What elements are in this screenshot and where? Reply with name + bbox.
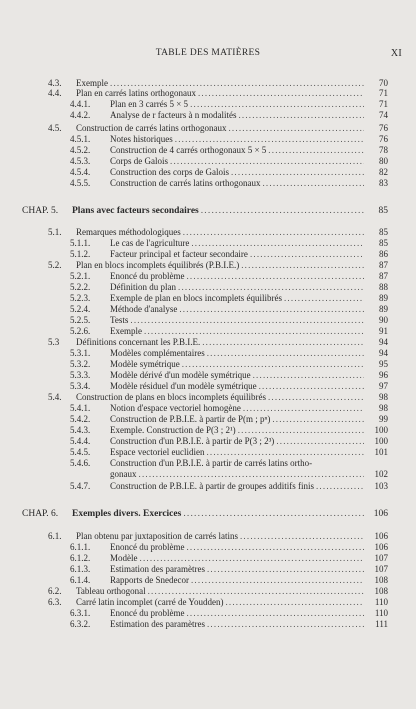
- dot-leader: [148, 586, 364, 596]
- toc-entry[interactable]: [0, 178, 416, 188]
- toc-entry-number: 5.2.5.: [70, 315, 91, 325]
- toc-entry-title: Enoncé du problème: [110, 271, 185, 281]
- toc-entry-page: 70: [379, 78, 388, 88]
- toc-entry[interactable]: [0, 403, 416, 413]
- toc-entry[interactable]: [0, 134, 416, 144]
- toc-entry[interactable]: [0, 227, 416, 237]
- header-title: TABLE DES MATIÈRES: [155, 48, 261, 58]
- dot-leader: [183, 227, 364, 237]
- dot-leader: [140, 553, 365, 563]
- dot-leader: [207, 564, 364, 574]
- dot-leader: [178, 282, 364, 292]
- toc-entry[interactable]: [0, 597, 416, 607]
- toc-entry-title: Notion d'espace vectoriel homogène: [110, 403, 241, 413]
- toc-entry[interactable]: [0, 436, 416, 446]
- toc-entry-number: 5.1.1.: [70, 238, 91, 248]
- toc-entry-number: 5.4.1.: [70, 403, 91, 413]
- toc-entry-number: 4.5.5.: [70, 178, 91, 188]
- toc-entry[interactable]: [0, 315, 416, 325]
- toc-entry-number: 5.1.2.: [70, 249, 91, 259]
- toc-entry-page: 101: [374, 447, 388, 457]
- toc-entry[interactable]: [0, 575, 416, 585]
- dot-leader: [198, 88, 364, 98]
- toc-entry-number: 4.4.: [48, 88, 62, 98]
- toc-entry-number: 4.3.: [48, 78, 62, 88]
- toc-entry-page: 76: [379, 123, 388, 133]
- toc-entry[interactable]: [0, 481, 416, 491]
- dot-leader: [250, 249, 364, 259]
- toc-entry[interactable]: [0, 78, 416, 88]
- toc-entry[interactable]: [0, 608, 416, 618]
- toc-entry[interactable]: [0, 110, 416, 120]
- dot-leader: [238, 425, 364, 435]
- toc-entry-number: 5.2.2.: [70, 282, 91, 292]
- dot-leader: [110, 78, 364, 88]
- toc-entry-title: Construction des corps de Galois: [110, 167, 229, 177]
- toc-entry-title: Carré latin incomplet (carré de Youdden): [76, 597, 224, 607]
- toc-entry-number: 5.4.7.: [70, 481, 91, 491]
- toc-entry-title: Notes historiques: [110, 134, 173, 144]
- toc-entry[interactable]: [0, 458, 416, 468]
- toc-entry[interactable]: [0, 542, 416, 552]
- toc-entry-page: 94: [379, 337, 388, 347]
- toc-entry[interactable]: [0, 282, 416, 292]
- dot-leader: [144, 326, 364, 336]
- toc-entry[interactable]: [0, 156, 416, 166]
- dot-leader: [240, 531, 364, 541]
- toc-entry-number: 6.1.4.: [70, 575, 91, 585]
- dot-leader: [139, 469, 365, 479]
- toc-entry-page: 110: [374, 597, 388, 607]
- toc-entry[interactable]: [0, 304, 416, 314]
- toc-entry-title: Exemple. Construction de P(3 ; 2¹): [110, 425, 236, 435]
- toc-entry-number: CHAP. 6.: [22, 509, 59, 519]
- toc-entry-page: 80: [379, 156, 388, 166]
- toc-entry-title: Le cas de l'agriculture: [110, 238, 190, 248]
- toc-entry-number: 6.1.1.: [70, 542, 91, 552]
- toc-entry-number: 4.5.4.: [70, 167, 91, 177]
- toc-entry-number: 6.1.2.: [70, 553, 91, 563]
- toc-entry-title: Corps de Galois: [110, 156, 168, 166]
- toc-entry-number: 5.4.: [48, 392, 62, 402]
- toc-entry[interactable]: [0, 99, 416, 109]
- toc-entry-number: 5.3.1.: [70, 348, 91, 358]
- running-header: [0, 48, 416, 62]
- toc-entry-page: 86: [379, 249, 388, 259]
- dot-leader: [259, 381, 364, 391]
- toc-entry-title: Remarques méthodologiques: [76, 227, 181, 237]
- toc-entry-page: 91: [379, 326, 388, 336]
- dot-leader: [231, 167, 364, 177]
- toc-entry-page: 97: [379, 381, 388, 391]
- toc-entry-title: Modèle résiduel d'un modèle symétrique: [110, 381, 257, 391]
- dot-leader: [175, 134, 364, 144]
- toc-entry-title: Définition du plan: [110, 282, 176, 292]
- toc-entry-number: CHAP. 5.: [22, 206, 59, 216]
- toc-entry-number: 5.2.3.: [70, 293, 91, 303]
- toc-entry[interactable]: [0, 447, 416, 457]
- toc-entry-title: Enoncé du problème: [110, 542, 185, 552]
- toc-entry-title: Construction d'un P.B.I.E. à partir de carrés latins ortho-: [110, 458, 313, 468]
- toc-entry-number: 5.4.3.: [70, 425, 91, 435]
- toc-entry[interactable]: [0, 392, 416, 402]
- toc-entry-title: Modèle symétrique: [110, 359, 180, 369]
- toc-entry-title: Construction de 4 carrés orthogonaux 5 × 5: [110, 145, 267, 155]
- toc-entry[interactable]: [0, 359, 416, 369]
- toc-entry-page: 106: [374, 531, 388, 541]
- toc-entry-title: Définitions concernant les P.B.I.E.: [76, 337, 201, 347]
- toc-entry-page: 85: [378, 206, 388, 216]
- toc-entry-title: Modèle dérivé d'un modèle symétrique: [110, 370, 251, 380]
- toc-entry-number: 5.4.2.: [70, 414, 91, 424]
- toc-entry[interactable]: [0, 348, 416, 358]
- dot-leader: [179, 304, 364, 314]
- toc-entry[interactable]: [0, 167, 416, 177]
- toc-entry-page: 100: [374, 425, 388, 435]
- toc-entry-number: 6.3.: [48, 597, 62, 607]
- toc-entry-title: Construction de carrés latins orthogonaux: [76, 123, 227, 133]
- toc-entry-number: 6.2.: [48, 586, 62, 596]
- toc-entry-number: 4.5.2.: [70, 145, 91, 155]
- toc-entry-page: 85: [379, 227, 388, 237]
- toc-entry-number: 4.5.: [48, 123, 62, 133]
- toc-entry-title: Plan en 3 carrés 5 × 5: [110, 99, 189, 109]
- toc-entry-title: Tests: [110, 315, 129, 325]
- dot-leader: [183, 508, 364, 520]
- dot-leader: [268, 392, 364, 402]
- toc-entry-title: Modèle: [110, 553, 138, 563]
- toc-entry[interactable]: [0, 564, 416, 574]
- dot-leader: [186, 542, 364, 552]
- toc-entry-number: 5.1.: [48, 227, 62, 237]
- toc-entry-number: 4.4.1.: [70, 99, 91, 109]
- dot-leader: [225, 597, 364, 607]
- toc-entry[interactable]: [0, 619, 416, 629]
- toc-entry[interactable]: [0, 238, 416, 248]
- toc-entry-title: Exemple: [76, 78, 108, 88]
- toc-entry-number: 5.3: [48, 337, 60, 347]
- toc-entry-page: 110: [374, 608, 388, 618]
- toc-entry-title: gonaux: [110, 469, 137, 479]
- toc-entry-title: Plan en blocs incomplets équilibrés (P.B.I.E.): [76, 260, 240, 270]
- toc-entry-number: 5.4.5.: [70, 447, 91, 457]
- dot-leader: [191, 238, 364, 248]
- header-page-number: XI: [390, 48, 402, 59]
- toc-entry-page: 108: [374, 586, 388, 596]
- toc-entry[interactable]: [0, 271, 416, 281]
- toc-entry-number: 5.3.4.: [70, 381, 91, 391]
- toc-entry-title: Construction de carrés latins orthogonaux: [110, 178, 261, 188]
- dot-leader: [272, 414, 364, 424]
- toc-entry[interactable]: [0, 414, 416, 424]
- toc-entry-number: 5.2.1.: [70, 271, 91, 281]
- toc-entry-page: 106: [374, 542, 388, 552]
- toc-entry-page: 102: [374, 469, 388, 479]
- toc-entry[interactable]: [0, 293, 416, 303]
- toc-entry-page: 83: [379, 178, 388, 188]
- toc-entry-number: 5.2.: [48, 260, 62, 270]
- toc-entry-number: 5.3.2.: [70, 359, 91, 369]
- toc-entry-page: 88: [379, 282, 388, 292]
- toc-entry-title: Exemple de plan en blocs incomplets équilibrés: [110, 293, 282, 303]
- toc-entry-page: 89: [379, 293, 388, 303]
- toc-entry-title: Estimation des paramètres: [110, 564, 205, 574]
- toc-entry-title: Construction de plans en blocs incomplets équilibrés: [76, 392, 266, 402]
- dot-leader: [284, 293, 364, 303]
- toc-entry[interactable]: [0, 337, 416, 347]
- toc-entry-number: 5.2.6.: [70, 326, 91, 336]
- toc-entry-page: 98: [379, 392, 388, 402]
- toc-entry-title: Construction de P.B.I.E. à partir de P(m ; pⁿ): [110, 414, 271, 424]
- toc-entry-page: 100: [374, 436, 388, 446]
- dot-leader: [201, 205, 364, 217]
- dot-leader: [186, 271, 364, 281]
- toc-entry[interactable]: [0, 425, 416, 435]
- toc-entry-page: 95: [379, 359, 388, 369]
- dot-leader: [202, 337, 364, 347]
- dot-leader: [191, 575, 364, 585]
- toc-entry-page: 87: [379, 260, 388, 270]
- toc-entry-page: 78: [379, 145, 388, 155]
- toc-entry-number: 5.2.4.: [70, 304, 91, 314]
- toc-entry-title: Méthode d'analyse: [110, 304, 178, 314]
- toc-entry[interactable]: [0, 145, 416, 155]
- toc-entry-page: 76: [379, 134, 388, 144]
- toc-entry-title: Exemple: [110, 326, 142, 336]
- toc-entry-title: Plan obtenu par juxtaposition de carrés latins: [76, 531, 238, 541]
- toc-entry-page: 96: [379, 370, 388, 380]
- toc-entry-page: 94: [379, 348, 388, 358]
- toc-entry-page: 90: [379, 315, 388, 325]
- toc-entry-page: 107: [374, 553, 388, 563]
- toc-entry[interactable]: [0, 370, 416, 380]
- toc-entry[interactable]: [0, 469, 416, 479]
- toc-entry-title: Analyse de r facteurs à n modalités: [110, 110, 237, 120]
- dot-leader: [190, 99, 364, 109]
- toc-entry-page: 111: [375, 619, 388, 629]
- dot-leader: [253, 370, 364, 380]
- toc-entry-page: 71: [379, 99, 388, 109]
- toc-entry[interactable]: [0, 553, 416, 563]
- toc-entry[interactable]: [0, 260, 416, 270]
- toc-entry-page: 74: [379, 110, 388, 120]
- toc-entry[interactable]: [0, 123, 416, 133]
- dot-leader: [207, 348, 364, 358]
- dot-leader: [206, 447, 364, 457]
- toc-entry-page: 71: [379, 88, 388, 98]
- toc-chapter[interactable]: [0, 205, 416, 217]
- dot-leader: [316, 481, 364, 491]
- toc-entry-number: 5.3.3.: [70, 370, 91, 380]
- dot-leader: [170, 156, 364, 166]
- toc-entry-number: 6.3.2.: [70, 619, 91, 629]
- toc-entry-title: Enoncé du problème: [110, 608, 185, 618]
- dot-leader: [228, 123, 364, 133]
- toc-entry[interactable]: [0, 88, 416, 98]
- dot-leader: [238, 110, 364, 120]
- toc-entry-page: 98: [379, 403, 388, 413]
- dot-leader: [262, 178, 364, 188]
- toc-entry-number: 6.1.: [48, 531, 62, 541]
- dot-leader: [241, 260, 364, 270]
- toc-entry-title: Tableau orthogonal: [76, 586, 146, 596]
- toc-entry-page: 106: [373, 509, 388, 519]
- toc-entry-title: Construction d'un P.B.I.E. à partir de P(3 ; 2³): [110, 436, 275, 446]
- toc-entry-title: Espace vectoriel euclidien: [110, 447, 205, 457]
- dot-leader: [182, 359, 364, 369]
- toc-entry-number: 4.4.2.: [70, 110, 91, 120]
- toc-entry-page: 103: [374, 481, 388, 491]
- toc-entry[interactable]: [0, 249, 416, 259]
- toc-entry-number: 5.4.6.: [70, 458, 91, 468]
- toc-entry-page: 108: [374, 575, 388, 585]
- toc-entry-page: 82: [379, 167, 388, 177]
- toc-entry-page: 85: [379, 238, 388, 248]
- toc-entry-title: Plans avec facteurs secondaires: [72, 206, 199, 216]
- dot-leader: [268, 145, 364, 155]
- toc-entry-title: Facteur principal et facteur secondaire: [110, 249, 248, 259]
- dot-leader: [186, 608, 364, 618]
- toc-entry-title: Exemples divers. Exercices: [72, 509, 182, 519]
- toc-entry[interactable]: [0, 381, 416, 391]
- toc-entry-number: 4.5.1.: [70, 134, 91, 144]
- toc-entry-number: 6.1.3.: [70, 564, 91, 574]
- toc-entry[interactable]: [0, 326, 416, 336]
- toc-entry-page: 99: [379, 414, 388, 424]
- dot-leader: [207, 619, 364, 629]
- toc-entry-title: Plan en carrés latins orthogonaux: [76, 88, 196, 98]
- toc-entry-number: 6.3.1.: [70, 608, 91, 618]
- toc-entry-page: 89: [379, 304, 388, 314]
- toc-entry-title: Modèles complémentaires: [110, 348, 205, 358]
- toc-entry-page: 107: [374, 564, 388, 574]
- dot-leader: [243, 403, 364, 413]
- toc-entry-page: 87: [379, 271, 388, 281]
- dot-leader: [276, 436, 364, 446]
- toc-entry-number: 5.4.4.: [70, 436, 91, 446]
- toc-entry-title: Estimation des paramètres: [110, 619, 205, 629]
- toc-entry-title: Construction de P.B.I.E. à partir de groupes additifs finis: [110, 481, 314, 491]
- toc-entry[interactable]: [0, 586, 416, 596]
- dot-leader: [130, 315, 364, 325]
- toc-chapter[interactable]: [0, 508, 416, 520]
- toc-entry[interactable]: [0, 531, 416, 541]
- toc-entry-title: Rapports de Snedecor: [110, 575, 189, 585]
- toc-entry-number: 4.5.3.: [70, 156, 91, 166]
